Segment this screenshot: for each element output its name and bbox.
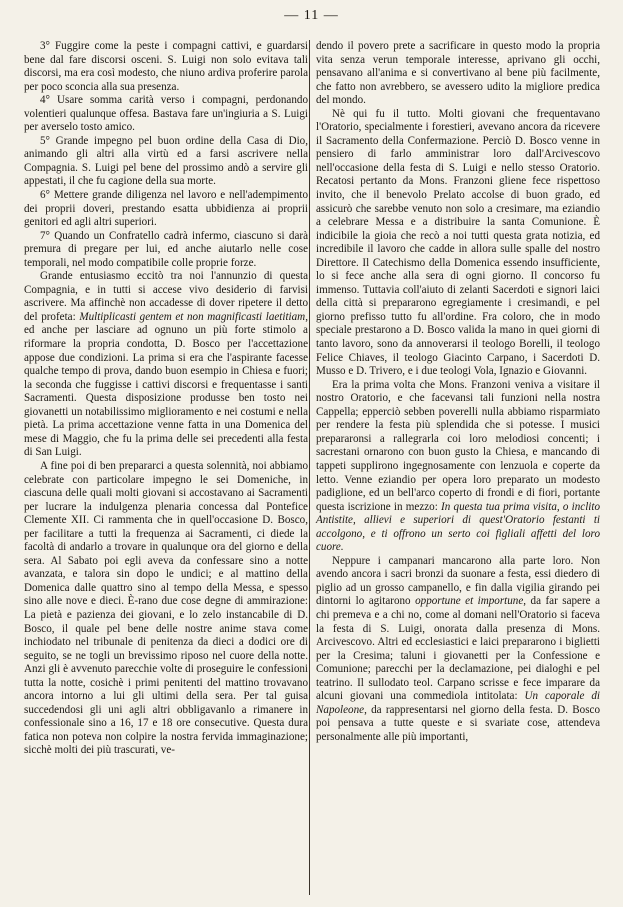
paragraph: 7° Quando un Confratello cadrà infermo, ciascuno si darà premura di pregare per lui, ed anche aiutarlo nelle cose temporali, nel modo compatibile colle proprie forze. (24, 229, 308, 269)
text-run: , da far sapere a chi premeva e a chi no, come al domani nell'Oratorio si faceva la festa di S. Luigi, onorata dalla presenza di Mons. Arcivescovo. Altri ed ecclesiastici e laici prepararono i biglietti per la Cresima; taluni i giovanetti per la Confessione e Comunione; parecchi per la declamazione, pei dialoghi e pel teatrino. Il sullodato teol. Carpano scrisse e fece imparare da alcuni giovani una commediola intitolata: (316, 595, 601, 703)
latin-quote: Multiplicasti gentem et non magnificasti laetitiam (79, 310, 306, 323)
text-run: , ed anche per lasciare ad ognuno un più forte stimolo a riformare la propria condotta, D. Bosco per l'accettazione appose due condizioni. La prima si era che l'aspirante facesse qualche tempo di prova, dando buon esempio in Chiesa e fuori; la seconda che fuggisse i cattivi discorsi e frequentasse i santi Sacramenti. Questa disposizione produsse ben tosto nei giovanetti un notabilissimo miglioramento e nei costumi e nella pietà. La prima accettazione venne fatta in una Domenica del mese di Maggio, che fu la prima delle sei precedenti alla festa di San Luigi. (24, 310, 308, 459)
right-column (316, 40, 600, 744)
paragraph: 4° Usare somma carità verso i compagni, perdonando volentieri qualunque offesa. Bastava fare un'ingiuria a S. Luigi per averselo tosto amico. (24, 94, 308, 134)
text-run: Era la prima volta che Mons. Franzoni veniva a visitare il nostro Oratorio, e che facevansi tali funzioni nella nostra Cappella; epperciò sebben poverelli nulla abbiamo risparmiato per rendere la festa più splendida che si potesse. I musici prepararonsi a rallegrarla coi loro melodiosi concenti; i sacrestani ornarono con buon gusto la Chiesa, e mancando di tappeti supplirono ingegnosamente con lenzuola e coperte da letto. Venne eziandio per opera loro preparato un modesto padiglione, ed un bell'arco coperto di frondi e di fiori, portante questa iscrizione in mezzo: (316, 378, 600, 513)
paragraph (316, 555, 600, 745)
play-title: Un caporale di Napoleone (316, 690, 600, 716)
paragraph: 3° Fuggire come la peste i compagni cattivi, e guardarsi bene dal fare discorsi osceni. S. Luigi non solo evitava tali discorsi, ma era così modesto, che niuno ardiva proferire parola per poco sconcia alla sua presenza. (24, 40, 308, 93)
paragraph: A fine poi di ben prepararci a questa solennità, noi abbiamo celebrate con particolare impegno le sei Domeniche, in ciascuna delle quali molti giovani si accostavano ai Sacramenti per lucrare la indulgenza plenaria concessa dal Pontefice Clemente XII. Ci rammenta che in quell'occasione D. Bosco, per facilitare a tutti la frequenza ai Sacramenti, ci diede la facoltà di andarlo a trovare in qualunque ora del giorno e della sera. Al Sabato poi egli aveva da confessare sino a notte avanzata, e talora sin dopo le undici; e al mattino della Domenica dalle quattro sino al tempo della Messa, e spesso sino alle nove e dieci. È-rano due cose degne di ammirazione: La pietà e pazienza dei giovani, e lo zelo instancabile di D. Bosco, il quale pel bene delle nostre anime stava come inchiodato nel tribunale di penitenza da dieci a dodici ore di seguito, se ne togli un brevissimo riposo nel cuore della notte. Anzi gli è avvenuto parecchie volte di proseguire le confessioni tutta la notte, cosichè i primi penitenti del mattino trovavano ancora intorno a lui gli ultimi della sera. Per tal guisa succedendosi gli uni agli altri obbligavanlo a rimanere in confessionale sino a 16, 17 e 18 ore consecutive. Questa dura fatica non poteva non colpire la nostra fervida immaginazione; sicchè molti dei più trascurati, ve- (24, 459, 308, 757)
paragraph: dendo il povero prete a sacrificare in questo modo la propria vita senza verun temporale interesse, aprivano gli occhi, pensavano all'anima e si convertivano al bene più facilmente, che fatto non avrebbero, se avessero udito la migliore predica del mondo. (316, 40, 600, 107)
text-run: Grande entusiasmo eccitò tra noi l'annunzio di questa Compagnia, e in tutti si accese vivo desiderio di farvisi ascrivere. Ma affinchè non accadesse di dover ripetere il detto del profeta: (24, 270, 308, 323)
text-run: , da rappresentarsi nel giorno della festa. D. Bosco poi pensava a tutte queste e si svariate cose, attendeva personalmente alle più importanti, (316, 703, 600, 743)
paragraph: Nè qui fu il tutto. Molti giovani che frequentavano l'Oratorio, specialmente i forestieri, avevano ancora da ricevere il Sacramento della Confermazione. Perciò D. Bosco venne in pensiero di farlo amministrar loro dall'Arcivescovo nell'occasione della festa di S. Luigi e nello stesso Oratorio. Recatosi pertanto da Mons. Franzoni gliene fece rispettoso invito, che il benevolo Prelato accolse di buon grado, ed assicurò che sarebbe venuto non solo a cresimare, ma eziandio a celebrare Messa e a distribuire la santa Comunione. È indicibile la gioia che recò a noi tutti questa grata notizia, ed incredibile il lavoro che cadde in allora sulle spalle del nostro Direttore. Il Catechismo della Domenica essendo insufficiente, lo si fece anche alla sera di ogni giorno. Il concorso fu immenso. Tuttavia coll'aiuto di zelanti Sacerdoti e signori laici della città si prepararono egregiamente i cresimandi, e pel giorno prefisso tutto fu all'ordine. Fra coloro, che in modo speciale prestarono a D. Bosco valida la mano in quei giorni di tanto lavoro, sono da annoverarsi il teologo Borelli, il teologo Felice Chiaves, il teologo Giacinto Carpano, i Sacerdoti D. Musso e D. Trivero, e i due teologi Vola, Ignazio e Giovanni. (316, 107, 600, 378)
paragraph (316, 379, 600, 555)
paragraph: 5° Grande impegno pel buon ordine della Casa di Dio, animando gli altri alla virtù ed a farsi ascrivere nella Compagnia. S. Luigi pel bene del prossimo andò a servire gli appestati, il che fu cagione della sua morte. (24, 134, 308, 188)
text-run: Neppure i campanari mancarono alla parte loro. Non avendo ancora i sacri bronzi da suonare a festa, essi diedero di piglio ad un grosso campanello, e fin dalla vigilia girando pei dintorni lo agitarono (316, 554, 600, 608)
inscription-quote: In questa tua prima visita, o inclito Antistite, allievi e superiori di quest'Oratorio festanti ti accolgono, e ti offrono un serto coi figliali affetti del loro cuore. (316, 500, 601, 554)
paragraph: 6° Mettere grande diligenza nel lavoro e nell'adempimento dei proprii doveri, prestando esatta ubbidienza ai proprii genitori ed agli altri superiori. (24, 189, 308, 229)
latin-quote: opportune et importune (415, 595, 524, 608)
left-column (24, 40, 308, 758)
column-divider (309, 40, 310, 895)
page-number: — 11 — (284, 8, 339, 23)
paragraph (24, 270, 308, 460)
